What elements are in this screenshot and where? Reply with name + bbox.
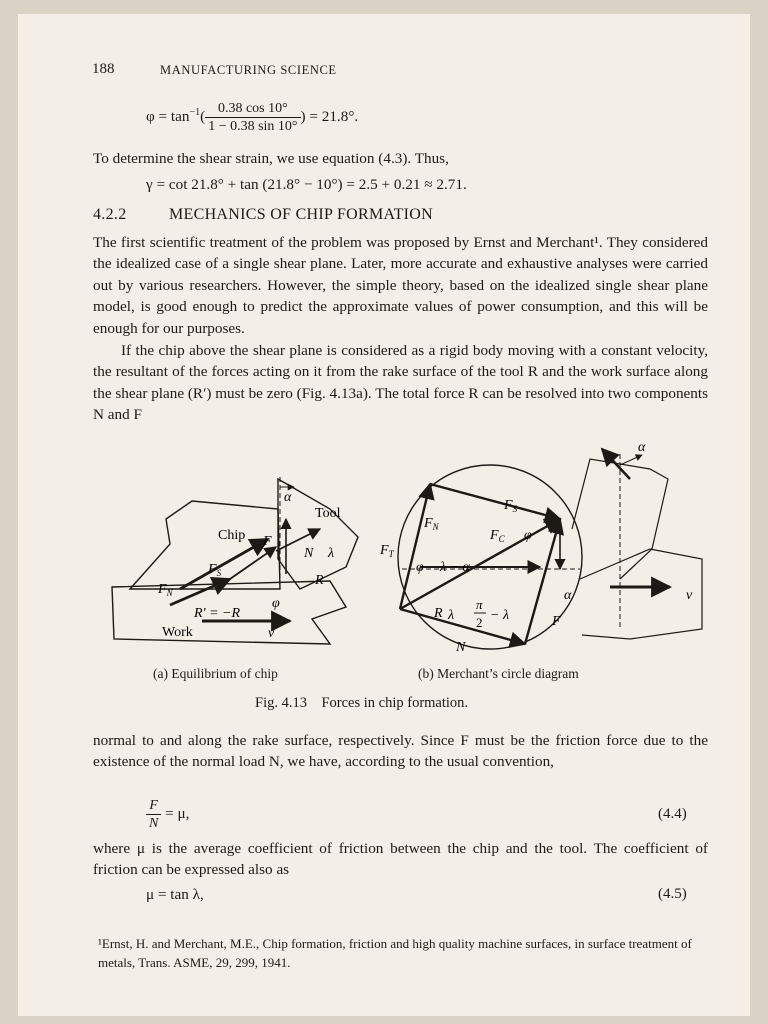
label-minus-lambda: − λ	[490, 608, 510, 623]
alpha-dim-b	[620, 455, 642, 465]
label-fs-b	[503, 498, 518, 514]
paragraph-2: If the chip above the shear plane is considered as a rigid body moving with a constant velocity, the resultant of the forces acting on it from the rake surface of the tool R and the work surface along the shear plane (R′) must be zero (Fig. 4.13a). The total force R can be resolved into two components N and F	[93, 342, 709, 424]
paragraph-1: The first scientific treatment of the problem was proposed by Ernst and Merchant¹. They considered the idealized case of a single shear plane. Later, more accurate and exhaustive analyses were carried out by various researchers. However, the simple theory, based on the idealized single shear plane model, is good enough to predict the approximate values of power consumption, and this will be enough for our purposes.	[93, 234, 708, 337]
label-alpha-a: α	[284, 490, 292, 505]
force-fs-b	[430, 484, 560, 519]
label-phi2-b: φ	[416, 560, 424, 575]
label-lambda-alpha: λ − α	[440, 560, 470, 575]
label-fc-b	[489, 528, 506, 544]
label-v-b: v	[686, 588, 693, 603]
label-lambda-b: λ	[448, 608, 455, 623]
label-r-a: R	[315, 573, 324, 588]
equation-4-4	[146, 797, 189, 832]
chip-velocity-arrow	[602, 449, 630, 479]
label-f-a: F	[263, 534, 272, 549]
caption-a: (a) Equilibrium of chip	[153, 666, 278, 681]
label-fn-b-main: F	[424, 516, 433, 531]
eq44-number: (4.4)	[658, 806, 687, 822]
label-lambda-a: λ	[328, 546, 335, 561]
label-ft-b-sub: T	[388, 549, 394, 559]
label-pi: π	[476, 597, 483, 612]
label-n-b: N	[456, 640, 466, 654]
eq-phi-rhs: ) = 21.8°.	[300, 107, 359, 125]
eq-phi-lhs: φ = tan	[146, 107, 190, 125]
figure-4-13	[90, 439, 710, 654]
caption-b: (b) Merchant’s circle diagram	[418, 666, 579, 681]
label-chip: Chip	[218, 528, 246, 543]
shear-intro: To determine the shear strain, we use equation (4.3). Thus,	[93, 150, 449, 167]
label-fn-a-sub: N	[166, 588, 173, 598]
force-fn-arrow	[170, 579, 230, 605]
label-fc-b-main: F	[490, 528, 499, 543]
section-heading	[93, 206, 433, 224]
eq45-number: (4.5)	[658, 886, 687, 902]
eq44-fraction	[146, 797, 161, 832]
eq44-num: F	[146, 797, 161, 815]
eq-phi-numerator: 0.38 cos 10°	[205, 100, 300, 118]
equation-gamma: γ = cot 21.8° + tan (21.8° − 10°) = 2.5 + 0.21 ≈ 2.71.	[146, 176, 467, 193]
section-title: MECHANICS OF CHIP FORMATION	[169, 206, 433, 223]
label-fs-b-sub: S	[512, 504, 518, 514]
label-ft-b	[379, 543, 395, 559]
label-phi-a: φ	[272, 596, 280, 611]
force-n-arrow	[276, 529, 320, 551]
page	[18, 14, 750, 1016]
label-fn-a	[157, 582, 174, 598]
label-fs-a-sub: S	[216, 568, 222, 578]
label-r-prime: R′ = −R	[194, 606, 241, 621]
eq-phi-denominator: 1 − 0.38 sin 10°	[208, 119, 298, 134]
eq-phi-sup: −1	[189, 106, 201, 118]
label-fn-b	[423, 516, 440, 532]
label-ft-b-main: F	[380, 543, 389, 558]
label-alpha-b: α	[564, 588, 572, 603]
footnote: ¹Ernst, H. and Merchant, M.E., Chip formation, friction and high quality machine surfaces, in surface treatment of metals, Trans. ASME, 29, 299, 1941.	[98, 936, 692, 970]
work-outline-b	[580, 549, 702, 639]
label-v-a: v	[268, 626, 275, 641]
running-title: MANUFACTURING SCIENCE	[160, 63, 337, 77]
label-n-a: N	[304, 546, 314, 561]
label-r-b: R	[434, 606, 443, 621]
label-fs-b-main: F	[504, 498, 513, 513]
equation-4-5: μ = tan λ,	[146, 886, 204, 903]
diagram-equilibrium-of-chip	[112, 477, 358, 644]
label-phi-b: φ	[524, 528, 532, 543]
paragraph-4: where μ is the average coefficient of friction between the chip and the tool. The coefficient of friction can be expressed also as	[93, 840, 708, 879]
label-fc-b-sub: C	[498, 534, 505, 544]
eq-phi-fraction	[205, 100, 300, 135]
label-fs-a	[207, 562, 222, 578]
label-fn-b-sub: N	[432, 522, 439, 532]
paragraph-3: normal to and along the rake surface, respectively. Since F must be the friction force due to the existence of the normal load N, we have, according to the usual convention,	[93, 732, 708, 771]
label-fs-a-main: F	[208, 562, 217, 577]
force-r-b	[400, 519, 560, 609]
label-tool: Tool	[315, 506, 341, 521]
label-work: Work	[162, 625, 193, 640]
label-alpha-top-b: α	[638, 440, 646, 455]
force-r-prime-arrow	[230, 547, 276, 579]
label-fn-a-main: F	[158, 582, 167, 597]
diagram-merchants-circle	[379, 440, 702, 654]
figure-caption: Fig. 4.13 Forces in chip formation.	[255, 695, 469, 711]
eq44-rhs: = μ,	[165, 804, 190, 822]
page-number: 188	[92, 61, 115, 77]
label-two: 2	[476, 615, 483, 630]
section-number: 4.2.2	[93, 206, 127, 223]
label-f-b: F	[552, 614, 561, 629]
equation-phi: $\varphi = \tan^{-1}$( $\frac{0.38 \cos 10^\circ}{1 - 0.38 \sin 10^\circ}$ ) = 21.8°.	[146, 101, 359, 134]
eq44-den: N	[149, 816, 159, 831]
